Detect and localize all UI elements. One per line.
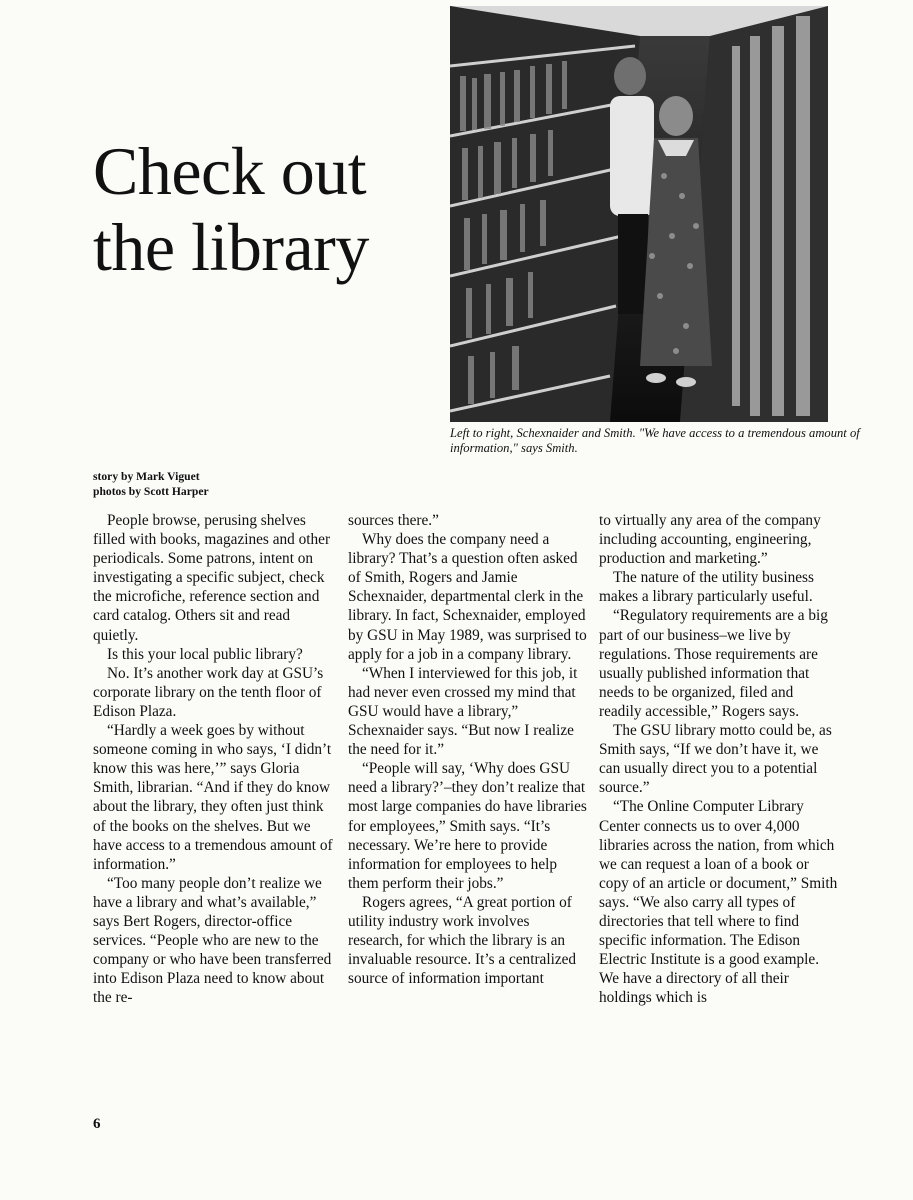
paragraph: Is this your local public library? — [107, 645, 303, 663]
paragraph: “The Online Computer Library Center connects us to over 4,000 libraries across the nation, from which we can request a loan of a book or copy of an article or document,” Smith says. “We also carry all types of directories that tell where to find specific information. The Edison Electric Institute is a good example. We have a directory of all their holdings which is — [599, 798, 838, 1007]
library-photo — [450, 6, 828, 422]
page-number: 6 — [93, 1116, 101, 1132]
title-line-1: Check out — [93, 133, 367, 209]
paragraph: “Too many people don’t realize we have a library and what’s available,” says Bert Rogers, director-office services. “People who are new to the company or who have been transferred into Edison Plaza need to know about the re- — [93, 874, 332, 1007]
body-column-1 — [93, 511, 335, 1007]
story-credit: story by Mark Viguet — [93, 470, 200, 483]
body-column-2 — [348, 511, 588, 988]
paragraph-continuation: to virtually any area of the company including accounting, engineering, production and marketing.” — [599, 512, 821, 568]
paragraph: The nature of the utility business makes a library particularly useful. — [599, 569, 814, 606]
paragraph: “When I interviewed for this job, it had never even crossed my mind that GSU would have a library,” Schexnaider says. “But now I realize the need for it.” — [348, 664, 578, 759]
paragraph-continuation: sources there.” — [348, 512, 439, 529]
title-line-2: the library — [93, 209, 369, 285]
paragraph: People browse, perusing shelves filled with books, magazines and other periodicals. Some patrons, intent on investigating a specific subject, check the microfiche, reference section and card catalog. Others sit and read quietly. — [93, 512, 331, 644]
byline — [93, 469, 209, 499]
paragraph: No. It’s another work day at GSU’s corporate library on the tenth floor of Edison Plaza. — [93, 664, 324, 720]
photo-credit: photos by Scott Harper — [93, 485, 209, 498]
paragraph: Why does the company need a library? That’s a question often asked of Smith, Rogers and Jamie Schexnaider, departmental clerk in the library. In fact, Schexnaider, employed by GSU in May 1989, was surprised to apply for a job in a company library. — [348, 531, 587, 663]
body-column-3 — [599, 511, 839, 1007]
paragraph: Rogers agrees, “A great portion of utility industry work involves research, for which the library is an invaluable resource. It’s a centralized source of information important — [348, 893, 577, 988]
paragraph: “Regulatory requirements are a big part of our business–we live by regulations. Those requirements are usually published information that needs to be organized, filed and readily accessible,” Rogers says. — [599, 607, 828, 720]
paragraph: “People will say, ‘Why does GSU need a library?’–they don’t realize that most large companies do have libraries for employees,” Smith says. “It’s necessary. We’re here to provide information for employees to help them perform their jobs.” — [348, 760, 587, 892]
paragraph: “Hardly a week goes by without someone coming in who says, ‘I didn’t know this was here,’” says Gloria Smith, librarian. “And if they do know about the library, they often just think of the books on the shelves. But we have access to a tremendous amount of information.” — [93, 722, 333, 873]
paragraph: The GSU library motto could be, as Smith says, “If we don’t have it, we can usually direct you to a potential source.” — [599, 722, 832, 797]
article-title — [93, 133, 433, 285]
photo-caption: Left to right, Schexnaider and Smith. "We have access to a tremendous amount of information," says Smith. — [450, 426, 860, 455]
library-stacks-image — [450, 6, 828, 422]
